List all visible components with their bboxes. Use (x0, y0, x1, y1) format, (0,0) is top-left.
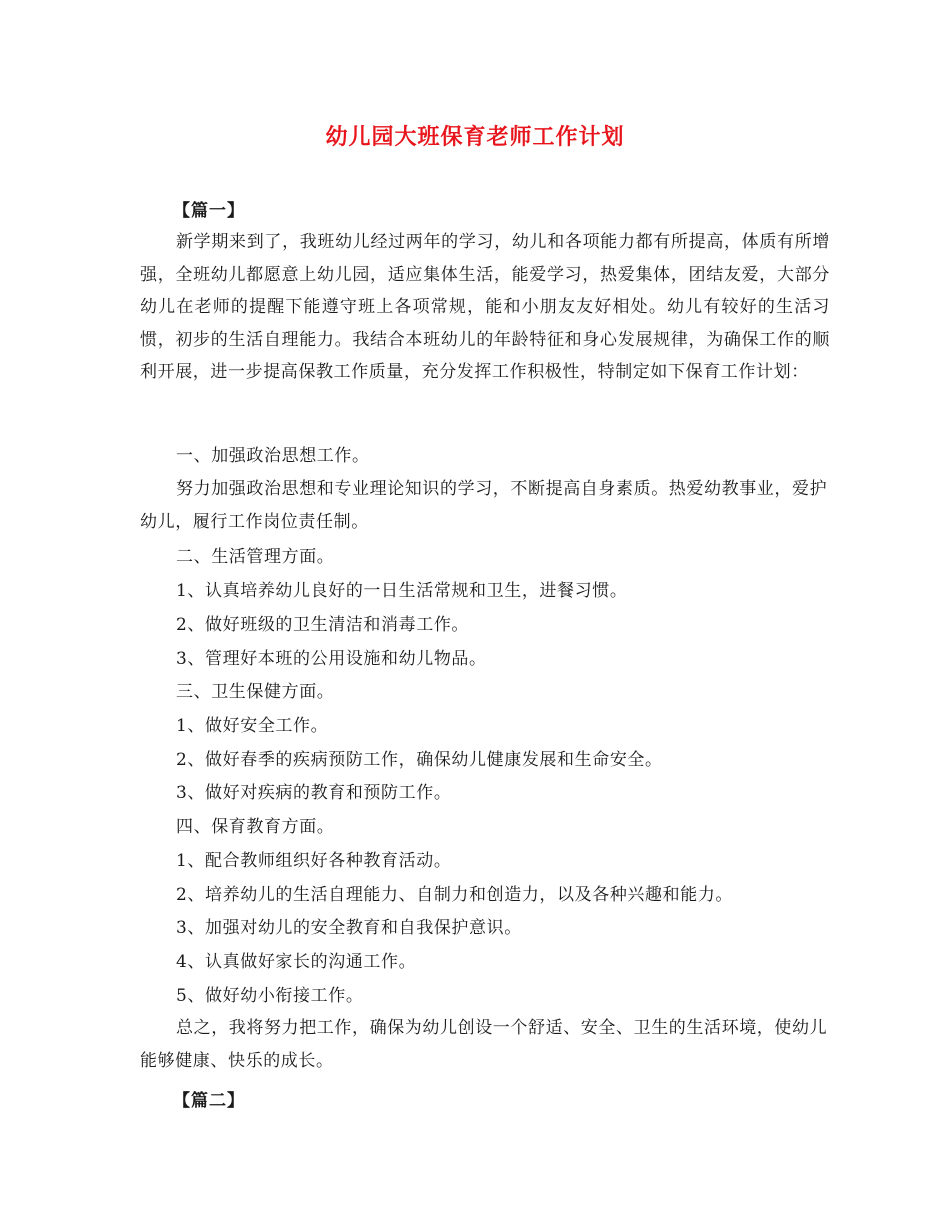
list-item: 2、做好春季的疾病预防工作，确保幼儿健康发展和生命安全。 (176, 750, 663, 770)
heading-education: 四、保育教育方面。 (176, 817, 335, 837)
document-title: 幼儿园大班保育老师工作计划 (325, 124, 625, 150)
list-item: 1、认真培养幼儿良好的一日生活常规和卫生，进餐习惯。 (176, 581, 628, 601)
section-heading-2: 【篇二】 (173, 1091, 245, 1111)
list-item: 3、加强对幼儿的安全教育和自我保护意识。 (176, 918, 522, 938)
heading-health-care: 三、卫生保健方面。 (176, 682, 335, 702)
list-item: 1、配合教师组织好各种教育活动。 (176, 851, 452, 871)
list-item: 1、做好安全工作。 (176, 716, 329, 736)
list-item: 5、做好幼小衔接工作。 (176, 986, 364, 1006)
heading-life-management: 二、生活管理方面。 (176, 547, 335, 567)
heading-politics: 一、加强政治思想工作。 (176, 446, 370, 466)
list-item: 3、做好对疾病的教育和预防工作。 (176, 783, 452, 803)
section-heading-1: 【篇一】 (173, 201, 245, 221)
intro-paragraph: 新学期来到了，我班幼儿经过两年的学习，幼儿和各项能力都有所提高，体质有所增强，全班幼儿都愿意上幼儿园，适应集体生活，能爱学习，热爱集体，团结友爱，大部分幼儿在老师的提醒下能遵守班上各项常规，能和小朋友友好相处。幼儿有较好的生活习惯，初步的生活自理能力。我结合本班幼儿的年龄特征和身心发展规律，为确保工作的顺利开展，进一步提高保教工作质量，充分发挥工作积极性，特制定如下保育工作计划： (140, 232, 830, 382)
list-item: 2、做好班级的卫生清洁和消毒工作。 (176, 615, 470, 635)
conclusion-paragraph: 总之，我将努力把工作，确保为幼儿创设一个舒适、安全、卫生的生活环境，使幼儿能够健康、快乐的成长。 (140, 1018, 828, 1071)
list-item: 4、认真做好家长的沟通工作。 (176, 952, 417, 972)
paragraph-politics: 努力加强政治思想和专业理论知识的学习，不断提高自身素质。热爱幼教事业，爱护幼儿，履行工作岗位责任制。 (140, 479, 828, 532)
list-item: 3、管理好本班的公用设施和幼儿物品。 (176, 649, 487, 669)
list-item: 2、培养幼儿的生活自理能力、自制力和创造力，以及各种兴趣和能力。 (176, 885, 734, 905)
